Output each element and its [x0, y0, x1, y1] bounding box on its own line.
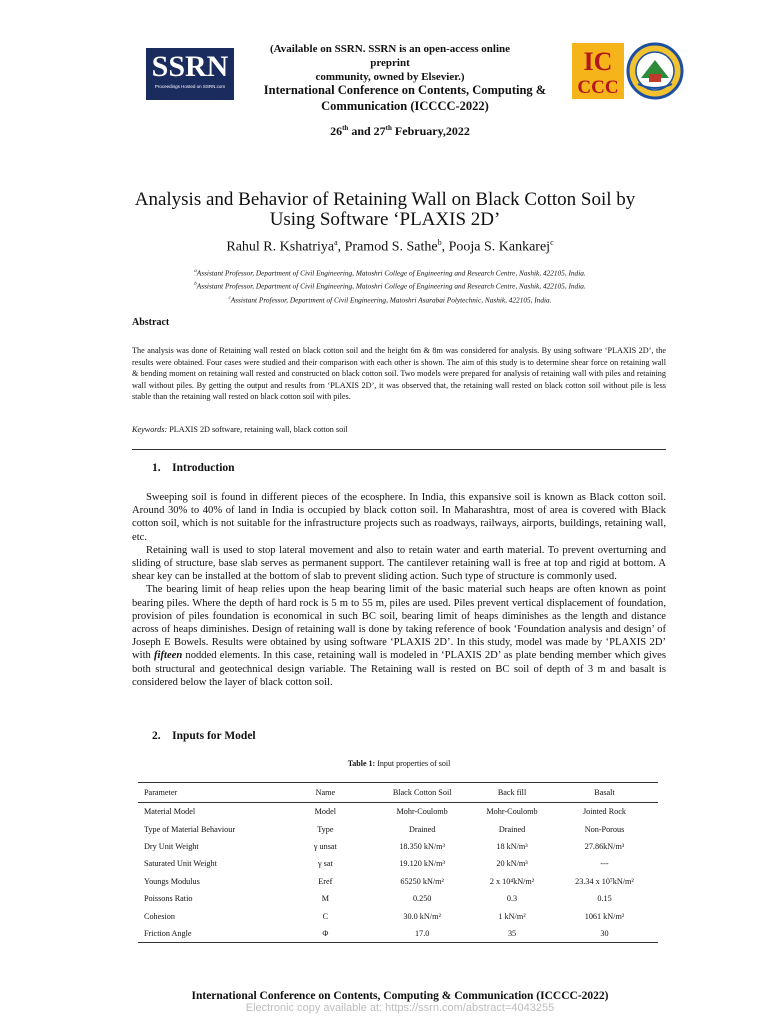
- table-cell: Jointed Rock: [583, 807, 626, 817]
- table-row: [138, 855, 658, 872]
- table-row: [138, 925, 658, 943]
- conference-line-1: International Conference on Contents, Computing &: [263, 83, 547, 97]
- author-name: Rahul R. Kshatriya: [226, 239, 335, 255]
- table-caption: [132, 759, 666, 768]
- affiliations: [110, 266, 670, 306]
- table-header-cell: Back fill: [473, 783, 551, 803]
- author-name: Pramod S. Sathe: [344, 239, 438, 255]
- abstract-heading: Abstract: [132, 317, 170, 328]
- table-cell: Material Model: [144, 807, 196, 817]
- table-cell: Drained: [498, 824, 526, 834]
- affiliation-item: [110, 266, 670, 279]
- availability-note: [250, 42, 530, 84]
- affiliation-item: [110, 293, 670, 306]
- keywords-text: PLAXIS 2D software, retaining wall, black cotton soil: [167, 425, 348, 434]
- author-list: [120, 238, 660, 256]
- paper-title: [110, 190, 660, 230]
- table-cell: 17.0: [371, 925, 473, 943]
- intro-paragraph-3: [132, 583, 666, 689]
- table-cell: C: [322, 911, 329, 921]
- table-cell: Poissons Ratio: [144, 894, 193, 904]
- footer-conference: International Conference on Contents, Computing & Communication (ICCCC-2022): [191, 990, 609, 1002]
- table-cell: 30: [551, 925, 658, 943]
- table-cell: Dry Unit Weight: [144, 841, 199, 851]
- author-name: Pooja S. Kankarej: [448, 239, 551, 255]
- introduction-heading: 1. Introduction: [152, 462, 235, 474]
- table-header-cell: Parameter: [138, 783, 279, 803]
- table-cell: Friction Angle: [138, 925, 279, 943]
- abstract-text: The analysis was done of Retaining wall rested on black cotton soil and the height 6m & 8m was considered for analysis. By using software ‘PLAXIS 2D’, the results were obtained. Four cases were studied and their comparison with each other is shown. The aim of this study is to determine shear force on retaining wall & bending moment on retaining wall rested and constructed on black cotton soil. Two models were prepared for analysis of retaining wall with piles and retaining wall without piles. By getting the output and results from ‘PLAXIS 2D’, it was observed that, the retaining wall rested on black cotton soil without pile is less stable than the retaining wall rested on black cotton soil with piles.: [132, 346, 666, 402]
- ssrn-logo: [146, 48, 234, 100]
- college-seal-icon: [626, 42, 684, 100]
- table-cell: γ sat: [317, 859, 333, 869]
- table-row: [138, 890, 658, 907]
- affiliation-text: Assistant Professor, Department of Civil Engineering, Matoshri College of Engineering and Research Centre, Nashik, 422105, India.: [196, 268, 586, 278]
- table-cell: Type of Material Behaviour: [144, 824, 236, 834]
- table-caption-label: Table 1:: [347, 759, 376, 768]
- affiliation-text: Assistant Professor, Department of Civil Engineering, Matoshri College of Engineering and Research Centre, Nashik, 422105, India.: [196, 281, 586, 291]
- intro-paragraph-2: Retaining wall is used to stop lateral movement and also to retain water and earth material. To prevent overturning and sliding of structure, base slab serves as permanent support. The cantilever retaining wall is free at top and rigid at bottom. A shear key can be installed at the bottom of slab to prevent sliding action. Such type of structure is commonly used.: [132, 544, 666, 583]
- table-cell: Non-Porous: [584, 824, 625, 834]
- footer-watermark-link[interactable]: Electronic copy available at: https://ssrn.com/abstract=4043255: [245, 1002, 555, 1014]
- table-header-row: [138, 783, 658, 803]
- author-separator: ,: [337, 239, 345, 255]
- table-row: [138, 820, 658, 837]
- table-cell: ---: [600, 859, 609, 869]
- table-cell: Model: [314, 807, 337, 817]
- table-cell: 0.15: [597, 894, 612, 904]
- keywords: [132, 425, 348, 434]
- table-cell: 27.86kN/m³: [584, 841, 625, 851]
- table-cell: 2 x 10⁴kN/m²: [489, 876, 535, 886]
- date-day-1: 26: [330, 124, 343, 138]
- table-cell: 18.350 kN/m³: [399, 841, 445, 851]
- table-cell: 19.120 kN/m³: [399, 859, 445, 869]
- table-cell: Mohr-Coulomb: [396, 807, 448, 817]
- table-header-cell: Basalt: [551, 783, 658, 803]
- table-row: [138, 907, 658, 924]
- conference-name: [245, 82, 565, 114]
- table-cell: 0.250: [412, 894, 432, 904]
- conference-date: [250, 124, 550, 139]
- table-cell: 20 kN/m³: [496, 859, 528, 869]
- keywords-label: Keywords:: [132, 425, 168, 434]
- table-cell: Cohesion: [144, 911, 175, 921]
- table-caption-text: Input properties of soil: [375, 759, 451, 768]
- intro-paragraph-1: Sweeping soil is found in different pieces of the ecosphere. In India, this expansive soil is known as Black cotton soil. Around 30% to 40% of land in India is occupied by black cotton soil. In Maharashtra, most of area is covered with Black cotton soil, which is not suitable for the infrastructure projects such as roadways, railways, airports, buildings, retaining wall, etc.: [132, 492, 666, 543]
- author-mark: b: [437, 238, 442, 247]
- icccc-logo-top: IC: [583, 47, 613, 76]
- icccc-logo-bottom: CCC: [577, 77, 619, 98]
- icccc-logo: [572, 43, 624, 99]
- ssrn-logo-subtext: Proceedings Hosted on SSRN.com: [154, 84, 226, 89]
- table-header-cell: Black Cotton Soil: [371, 783, 473, 803]
- table-row: [138, 873, 658, 890]
- date-and: and 27: [348, 124, 386, 138]
- table-cell: Mohr-Coulomb: [486, 807, 538, 817]
- table-row: [138, 803, 658, 821]
- table-cell: Μ: [321, 894, 329, 904]
- date-suffix-2: th: [385, 124, 392, 132]
- table-cell: Drained: [408, 824, 436, 834]
- intro-paragraph-3-emphasis: fifteen: [154, 650, 183, 662]
- table-cell: 1 kN/m²: [498, 911, 526, 921]
- availability-line-2: community, owned by Elsevier.): [315, 71, 465, 83]
- author-mark: c: [550, 238, 554, 247]
- table-cell: 30.0 kN/m²: [403, 911, 441, 921]
- date-suffix-1: th: [342, 124, 349, 132]
- affiliation-text: Assistant Professor, Department of Civil Engineering, Matoshri Asarabai Polytechnic, Nashik, 422105, India.: [230, 295, 552, 305]
- date-rest: February,2022: [391, 124, 470, 138]
- table-cell: Youngs Modulus: [144, 876, 200, 886]
- affiliation-mark: c: [228, 295, 231, 301]
- section-divider: [132, 449, 666, 450]
- table-cell: Eref: [318, 876, 333, 886]
- table-cell: 0.3: [506, 894, 518, 904]
- table-cell: 65250 kN/m²: [400, 876, 444, 886]
- table-cell: Type: [317, 824, 334, 834]
- title-line-1: Analysis and Behavior of Retaining Wall on Black Cotton Soil by: [134, 189, 636, 210]
- author-separator: ,: [441, 239, 449, 255]
- table-cell: Saturated Unit Weight: [144, 859, 217, 869]
- table-cell: 1061 kN/m²: [584, 911, 625, 921]
- table-cell: 18 kN/m³: [496, 841, 528, 851]
- soil-properties-table: [138, 782, 658, 943]
- introduction-body: [132, 491, 666, 689]
- title-line-2: Using Software ‘PLAXIS 2D’: [269, 209, 501, 230]
- table-cell: 35: [473, 925, 551, 943]
- table-header-cell: Name: [279, 783, 371, 803]
- table-cell: Φ: [279, 925, 371, 943]
- table-cell: γ unsat: [313, 841, 337, 851]
- intro-paragraph-3-part-a: The bearing limit of heap relies upon the heap bearing limit of the basic material such heaps are often known as point bearing piles. Where the depth of hard rock is 5 m to 55 m, piles are used. Piles prevent vertical displacement of foundation, provision of piles foundation is economical in such BC soil, bearing limit of heaps diminishes as the length and distance across of heaps diminishes. Design of retaining wall is done by taking reference of book ‘Foundation analysis and design’ of Joseph E Bowels. Results were obtained by using software ‘PLAXIS 2D’. In this study, model was made by ‘PLAXIS 2D’ with: [132, 584, 666, 662]
- inputs-heading: 2. Inputs for Model: [152, 730, 256, 742]
- intro-paragraph-3-part-b: nodded elements. In this case, retaining wall is modeled in ‘PLAXIS 2D’ as plate bending member which gives both structural and geotechnical design variable. The Retaining wall is rested on BC soil of depth of 3 m and basalt is considered below the layer of black cotton soil.: [132, 650, 666, 688]
- table-cell: 23.34 x 10⁷kN/m²: [575, 876, 634, 886]
- author-mark: a: [334, 238, 338, 247]
- ssrn-logo-text: SSRN: [151, 50, 229, 83]
- conference-line-2: Communication (ICCCC-2022): [321, 99, 489, 113]
- affiliation-mark: a: [194, 269, 197, 274]
- affiliation-mark: b: [194, 282, 197, 288]
- affiliation-item: [110, 279, 670, 292]
- availability-line-1: (Available on SSRN. SSRN is an open-access online preprint: [270, 43, 510, 69]
- table-row: [138, 838, 658, 855]
